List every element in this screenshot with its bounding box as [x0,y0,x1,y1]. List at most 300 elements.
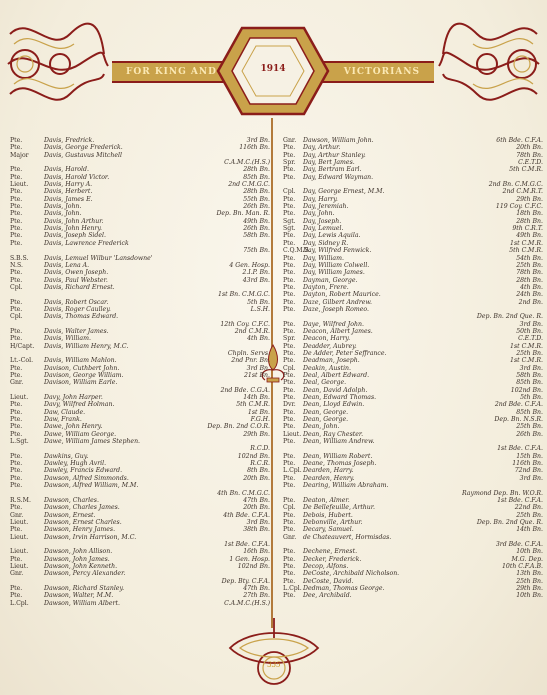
entry-unit: Dep. Bn. N.S.R. [494,416,543,424]
entry-unit: 85th Bn. [516,408,543,416]
entry-unit: 29th Bn. [516,195,543,203]
roll-entry [10,218,270,225]
entry-unit: 2nd Pnr. Bn. [231,357,270,365]
entry-name: Daye, Wilfred John. [303,320,364,328]
roll-entry [283,416,543,423]
banner-center-text: 1914 [260,64,286,74]
roll-entry [10,343,270,350]
entry-rank: Pte. [283,203,296,211]
entry-unit: 21st Bn. [243,372,270,379]
roll-entry [10,269,270,276]
entry-unit: 2nd Bn. [518,298,543,306]
entry-name: Dean, William Robert. [303,452,373,460]
entry-unit: 85th Bn. [516,379,543,387]
entry-rank: Pte. [283,394,296,402]
entry-name: Day, William James. [303,269,365,277]
entry-rank: Dvr. [283,401,296,409]
roll-entry [283,218,543,225]
entry-name: Davis, Robert Oscar. [44,298,109,306]
roll-entry [283,181,543,188]
entry-name: Davis, Joseph Sidel. [44,232,106,240]
entry-unit: 4th Bn. C.M.G.C. [217,489,270,497]
entry-unit: 12th Coy. C.F.C. [220,320,270,328]
entry-unit: 58th Bn. [243,232,270,240]
entry-name: Dawson, Charles. [44,496,99,504]
entry-name: Day, Wilfred Fenwick. [303,247,372,255]
entry-unit: 38th Bn. [243,526,270,534]
entry-rank: Lieut. [10,562,29,570]
entry-name: Davis, John Arthur. [44,217,104,225]
entry-rank: Gnr. [10,570,24,578]
entry-name: Day, Arthur. [303,144,341,152]
roll-entry [283,541,543,548]
entry-unit: 3rd Bde. C.F.A. [495,540,543,548]
entry-name: Deakin, Austin. [303,364,352,372]
roll-entry [283,534,543,541]
entry-name: Deacon, Albert James. [303,327,373,335]
entry-name: Dean, David Adolph. [303,386,368,394]
entry-unit: 6th Bde. C.F.A. [496,137,543,144]
entry-rank: Pte. [283,408,296,416]
entry-rank: Pte. [283,298,296,306]
entry-unit: 9th C.R.T. [512,225,543,233]
entry-name: Day, Bertram Earl. [303,166,362,174]
entry-rank: Pte. [10,482,23,490]
entry-name: Dawe, William George. [44,430,117,438]
roll-entry [283,277,543,284]
entry-rank: Gnr. [283,137,297,144]
entry-name: Dawson, William Albert. [44,599,120,607]
entry-name: Dawson, John Allison. [44,548,113,556]
entry-name: Davis, Paul Webster. [44,276,108,284]
entry-name: Deal, Albert Edward. [303,372,370,379]
entry-rank: Pte. [10,188,23,196]
entry-unit: 49th Bn. [516,232,543,240]
entry-rank: Pte. [283,195,296,203]
entry-unit: 1st C.M.R. [510,342,543,350]
entry-rank: Pte. [283,452,296,460]
entry-rank: Pte. [10,203,23,211]
roll-entry [283,210,543,217]
roll-entry [10,372,270,379]
entry-rank: Lieut. [10,518,29,526]
roll-entry [283,343,543,350]
entry-rank: Pte. [10,305,23,313]
entry-rank: Pte. [283,496,296,504]
roll-entry [10,394,270,401]
roll-entry [283,284,543,291]
entry-rank: Pte. [283,269,296,277]
entry-name: Dechene, Ernest. [303,548,358,556]
entry-name: Dawson, William John. [303,137,374,144]
entry-unit: C.E.T.D. [518,159,543,167]
entry-unit: 3rd Bn. [246,364,270,372]
entry-unit: 78th Bn. [516,269,543,277]
roll-entry [283,570,543,577]
entry-name: Davis, William Henry, M.C. [44,342,129,350]
entry-unit: 43rd Bn. [242,276,270,284]
entry-unit: 85th Bn. [243,173,270,181]
entry-unit: 72nd Bn. [514,467,543,475]
roll-entry [283,519,543,526]
entry-name: Davison, George William. [44,372,124,379]
roll-entry [10,321,270,328]
entry-name: Day, William. [303,254,344,262]
entry-unit: 2nd C.M.R. [234,327,270,335]
roll-entry [283,144,543,151]
entry-unit: 25th Bn. [516,261,543,269]
roll-entry [283,313,543,320]
roll-entry [10,291,270,298]
entry-name: Davis, James E. [44,195,93,203]
entry-name: de Chateauvert, Hormisdas. [303,533,392,541]
roll-entry [283,291,543,298]
entry-unit: 2nd Bde. C.F.A. [494,401,543,409]
entry-unit: 54th Bn. [516,254,543,262]
roll-entry [10,262,270,269]
entry-name: Davy, John Harper. [44,394,103,402]
entry-name: Day, William Colwell. [303,261,370,269]
entry-name: Dedman, Thomas George. [303,584,385,592]
roll-entry [10,585,270,592]
entry-rank: Pte. [10,144,23,152]
entry-name: Davis, John Henry. [44,225,103,233]
entry-name: Dearden, Henry. [303,474,355,482]
entry-name: Davis, Thomas Edward. [44,313,119,321]
roll-entry [10,137,270,144]
roll-entry [283,269,543,276]
entry-unit: Dep. Bn. 2nd C.O.R. [207,423,270,431]
entry-rank: Pte. [283,518,296,526]
roll-entry [10,188,270,195]
entry-name: Dee, Archibald. [303,592,352,600]
entry-unit: R.C.D. [250,445,270,453]
roll-entry [10,497,270,504]
roll-entry [10,210,270,217]
entry-rank: L.Cpl. [10,599,29,607]
entry-unit: 25th Bn. [516,511,543,519]
entry-unit: 3rd Bn. [246,137,270,144]
entry-name: Dawley, Francis Edward. [44,467,123,475]
entry-rank: Spr. [283,159,296,167]
entry-unit: 116th Bn. [239,144,270,152]
entry-unit: 18th Bn. [516,210,543,218]
entry-unit: 102nd Bn. [237,562,270,570]
roll-entry [10,563,270,570]
roll-entry [10,181,270,188]
entry-name: Day, Lewis Aquila. [303,232,361,240]
entry-rank: N.S. [10,261,23,269]
roll-entry [283,438,543,445]
roll-entry [10,166,270,173]
entry-name: Davison, William Earle. [44,379,118,387]
entry-rank: Pte. [283,173,296,181]
roll-entry [10,548,270,555]
entry-name: Dearden, Harry. [303,467,354,475]
roll-entry [283,188,543,195]
entry-rank: Pte. [283,349,296,357]
entry-unit: 1st C.M.R. [510,357,543,365]
entry-name: Dawson, Henry James. [44,526,116,534]
entry-unit: 1st Bn. C.M.G.C. [218,291,270,299]
roll-entry [10,475,270,482]
roll-entry [283,592,543,599]
entry-rank: Lt.-Col. [10,357,34,365]
roll-entry [10,578,270,585]
entry-unit: 4th Bn. [520,283,543,291]
entry-rank: Pte. [10,416,23,424]
entry-name: Davis, William Mahlon. [44,357,117,365]
entry-rank: C.Q.M.S. [283,247,311,255]
entry-unit: 28th Bn. [243,166,270,174]
entry-name: Daw, Frank. [44,416,82,424]
entry-unit: 50th Bn. [516,327,543,335]
entry-name: Day, Bert James. [303,159,355,167]
entry-unit: 25th Bn. [516,349,543,357]
entry-rank: Pte. [283,482,296,490]
entry-name: Davis, Roger Caulley. [44,305,111,313]
roll-entry [283,585,543,592]
entry-name: Davis, Lena A. [44,261,90,269]
entry-unit: 47th Bn. [243,496,270,504]
entry-rank: Cpl. [10,313,23,321]
entry-name: Deal, George. [303,379,347,387]
entry-rank: Pte. [283,305,296,313]
entry-rank: Pte. [10,592,23,600]
entry-rank: Pte. [283,166,296,174]
roll-entry [283,401,543,408]
entry-name: Davis, Harold. [44,166,89,174]
roll-entry [10,196,270,203]
entry-rank: Pte. [10,137,23,144]
roll-entry [10,438,270,445]
entry-unit: 1st Bn. [247,408,270,416]
entry-unit: 1st Bde. C.F.A. [224,540,270,548]
entry-unit: 47th Bn. [243,584,270,592]
roll-entry [283,137,543,144]
roll-entry [283,409,543,416]
entry-unit: 5th C.M.R. [509,247,543,255]
entry-rank: Pte. [10,232,23,240]
roll-entry [10,600,270,607]
entry-unit: 14th Bn. [516,526,543,534]
entry-name: Dawson, Percy Alexander. [44,570,126,578]
entry-unit: 8th Bn. [247,467,270,475]
entry-unit: 26th Bn. [243,225,270,233]
entry-rank: Pte. [283,210,296,218]
entry-name: Dean, John. [303,423,340,431]
entry-rank: Pte. [10,526,23,534]
roll-entry [283,306,543,313]
entry-name: Daze, Gilbert Andrew. [303,298,373,306]
roll-entry [10,335,270,342]
entry-rank: Pte. [10,408,23,416]
entry-name: Davis, John. [44,210,82,218]
entry-rank: Lieut. [10,548,29,556]
entry-name: Davis, Lawrence Frederick [44,239,129,247]
entry-rank: Pte. [283,570,296,578]
roll-entry [283,196,543,203]
entry-name: Daw, Claude. [44,408,86,416]
entry-rank: L.Cpl. [283,584,302,592]
roll-entry [283,460,543,467]
entry-unit: 5th C.M.R. [509,166,543,174]
entry-unit: 5th C.M.R. [236,401,270,409]
entry-unit: 20th Bn. [243,474,270,482]
entry-name: Dawson, Alfred Simmonds. [44,474,129,482]
entry-unit: 28th Bn. [516,217,543,225]
entry-unit: 1 Gen. Hosp. [229,555,270,563]
entry-rank: Pte. [10,423,23,431]
entry-name: Decary, Samuel. [303,526,354,534]
entry-name: Davy, Wilfred Holman. [44,401,115,409]
entry-name: Deacon, Harry. [303,335,351,343]
entry-name: Deadder, Aubrey. [303,342,357,350]
entry-rank: Pte. [10,460,23,468]
entry-unit: 4th Bde. C.F.A. [223,511,270,519]
entry-rank: S.B.S. [10,254,29,262]
roll-entry [283,578,543,585]
entry-unit: 26th Bn. [243,203,270,211]
entry-rank: Sgt. [283,225,296,233]
roll-entry [10,313,270,320]
entry-rank: Pte. [283,327,296,335]
entry-unit: 3rd Bn. [519,364,543,372]
entry-name: Dayman, George. [303,276,358,284]
entry-unit: F.G.H. [250,416,270,424]
roll-entry [10,306,270,313]
entry-name: Dawe, John Henry. [44,423,103,431]
roll-entry [283,372,543,379]
entry-rank: Pte. [10,217,23,225]
entry-name: Day, Edward Wayman. [303,173,374,181]
entry-unit: 28th Bn. [516,276,543,284]
entry-name: Davis, George Frederick. [44,144,123,152]
entry-unit: 119 Coy. C.F.C. [495,203,543,211]
roll-entry [10,401,270,408]
right-knot-ornament [435,14,547,116]
roll-entry [10,431,270,438]
roll-entry [10,416,270,423]
entry-rank: Cpl. [283,504,296,512]
entry-unit: 29th Bn. [516,584,543,592]
entry-rank: Pte. [283,239,296,247]
entry-name: Dawson, Charles James. [44,504,120,512]
entry-rank: Pte. [283,144,296,152]
roll-entry [283,379,543,386]
entry-name: DeCoste, Archibald Nicholson. [303,570,400,578]
roll-entry [283,512,543,519]
entry-rank: H/Capt. [10,342,35,350]
entry-name: Day, Lemuel. [303,225,344,233]
entry-rank: Lieut. [10,394,29,402]
entry-unit: 16th Bn. [243,548,270,556]
entry-rank: Pte. [283,460,296,468]
left-knot-ornament [0,14,112,116]
entry-name: Day, Arthur Stanley. [303,151,366,159]
roll-entry [283,548,543,555]
entry-name: Davis, Gustavus Mitchell [44,151,123,159]
entry-name: Dean, George. [303,416,349,424]
roll-entry [10,299,270,306]
entry-name: Dawson, John Kenneth. [44,562,118,570]
entry-unit: 2nd Bde. C.G.A. [220,386,270,394]
roll-entry [10,152,270,159]
entry-unit: 28th Bn. [243,188,270,196]
entry-rank: Pte. [10,430,23,438]
banner-right-text: VICTORIANS [343,67,420,77]
entry-name: Davis, Fredrick. [44,137,95,144]
entry-name: Dayton, Frere. [303,283,349,291]
entry-unit: 13th Bn. [516,570,543,578]
entry-unit: 5th Bn. [520,394,543,402]
entry-unit: 1st Bde. C.F.A. [497,496,543,504]
entry-unit: 29th Bn. [243,430,270,438]
roll-entry [10,570,270,577]
entry-name: Deadman, Joseph. [303,357,360,365]
entry-unit: 102nd Bn. [510,386,543,394]
roll-entry [283,335,543,342]
entry-unit: 5th Bn. [247,298,270,306]
entry-name: Day, Jeremiah. [303,203,349,211]
roll-entry [10,203,270,210]
entry-rank: Pte. [283,386,296,394]
entry-name: Davis, Herbert. [44,188,93,196]
banner-left-text: FOR KING AND [126,67,217,77]
roll-entry [10,453,270,460]
entry-rank: Lieut. [283,430,302,438]
entry-name: Davis, Walter James. [44,327,109,335]
entry-unit: C.A.M.C.(H.S.) [224,159,270,167]
roll-entry [283,350,543,357]
entry-rank: Pte. [10,364,23,372]
entry-unit: R.C.R. [250,460,270,468]
entry-rank: Pte. [283,562,296,570]
roll-entry [283,247,543,254]
entry-rank: Pte. [10,452,23,460]
entry-unit: 25th Bn. [516,577,543,585]
entry-rank: Gnr. [10,379,24,387]
entry-unit: 20th Bn. [516,144,543,152]
roll-entry [10,467,270,474]
entry-rank: Cpl. [283,188,296,196]
entry-rank: Pte. [10,555,23,563]
roll-entry [10,519,270,526]
entry-rank: Pte. [283,357,296,365]
roll-entry [10,247,270,254]
roll-entry [10,255,270,262]
roll-entry [10,504,270,511]
entry-name: Dawkins, Guy. [44,452,89,460]
entry-unit: 3rd Bn. [519,474,543,482]
entry-rank: Pte. [10,584,23,592]
entry-unit: 4th Bn. [247,335,270,343]
entry-unit: 3rd Bn. [519,320,543,328]
entry-unit: M.G. Dep. [511,555,543,563]
roll-entry [10,144,270,151]
roll-entry [283,394,543,401]
entry-unit: 2nd C.M.G.C. [228,181,270,189]
entry-name: De Bellefeuille, Arthur. [303,504,376,512]
entry-rank: Pte. [10,298,23,306]
entry-unit: 75th Bn. [243,247,270,255]
entry-rank: Spr. [283,335,296,343]
roll-entry [10,423,270,430]
roll-entry [10,512,270,519]
entry-name: Daze, Joseph Romeo. [303,305,369,313]
entry-unit: Chpln. Servs. [227,349,270,357]
entry-name: Dean, Ray Chester. [303,430,364,438]
